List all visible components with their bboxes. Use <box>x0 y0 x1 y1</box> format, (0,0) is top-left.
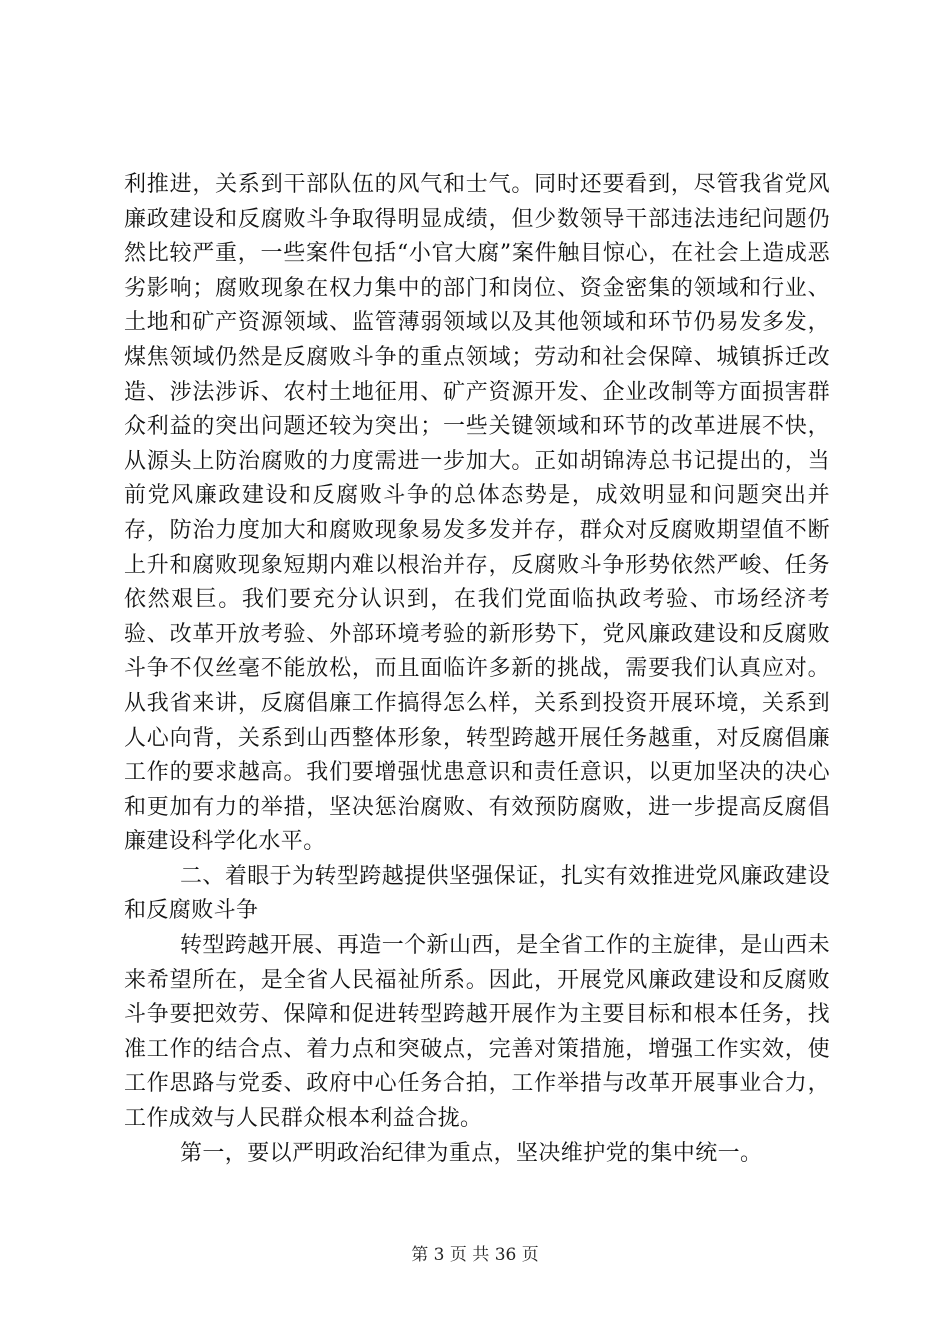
body-paragraph-continued: 利推进，关系到干部队伍的风气和士气。同时还要看到，尽管我省党风廉政建设和反腐败斗争取得明显成绩，但少数领导干部违法违纪问题仍然比较严重，一些案件包括“小官大腐”案件触目惊心，在社会上造成恶劣影响；腐败现象在权力集中的部门和岗位、资金密集的领域和行业、土地和矿产资源领域、监管薄弱领域以及其他领域和环节仍易发多发，煤焦领域仍然是反腐败斗争的重点领域；劳动和社会保障、城镇拆迁改造、涉法涉诉、农村土地征用、矿产资源开发、企业改制等方面损害群众利益的突出问题还较为突出；一些关键领域和环节的改革进展不快，从源头上防治腐败的力度需进一步加大。正如胡锦涛总书记提出的，当前党风廉政建设和反腐败斗争的总体态势是，成效明显和问题突出并存，防治力度加大和腐败现象易发多发并存，群众对反腐败期望值不断上升和腐败现象短期内难以根治并存，反腐败斗争形势依然严峻、任务依然艰巨。我们要充分认识到，在我们党面临执政考验、市场经济考验、改革开放考验、外部环境考验的新形势下，党风廉政建设和反腐败斗争不仅丝毫不能放松，而且面临许多新的挑战，需要我们认真应对。从我省来讲，反腐倡廉工作搞得怎么样，关系到投资开展环境，关系到人心向背，关系到山西整体形象，转型跨越开展任务越重，对反腐倡廉工作的要求越高。我们要增强忧患意识和责任意识，以更加坚决的决心和更加有力的举措，坚决惩治腐败、有效预防腐败，进一步提高反腐倡廉建设科学化水平。 <box>124 172 830 855</box>
section-heading: 二、着眼于为转型跨越提供坚强保证，扎实有效推进党风廉政建设和反腐败斗争 <box>124 863 830 924</box>
page-footer: 第 3 页 共 36 页 <box>411 1245 539 1265</box>
document-body <box>124 168 830 1171</box>
body-paragraph: 第一，要以严明政治纪律为重点，坚决维护党的集中统一。 <box>180 1140 763 1166</box>
body-paragraph: 转型跨越开展、再造一个新山西，是全省工作的主旋律，是山西未来希望所在，是全省人民福祉所系。因此，开展党风廉政建设和反腐败斗争要把效劳、保障和促进转型跨越开展作为主要目标和根本任务，找准工作的结合点、着力点和突破点，完善对策措施，增强工作实效，使工作思路与党委、政府中心任务合拍，工作举措与改革开展事业合力，工作成效与人民群众根本利益合拢。 <box>124 933 830 1132</box>
